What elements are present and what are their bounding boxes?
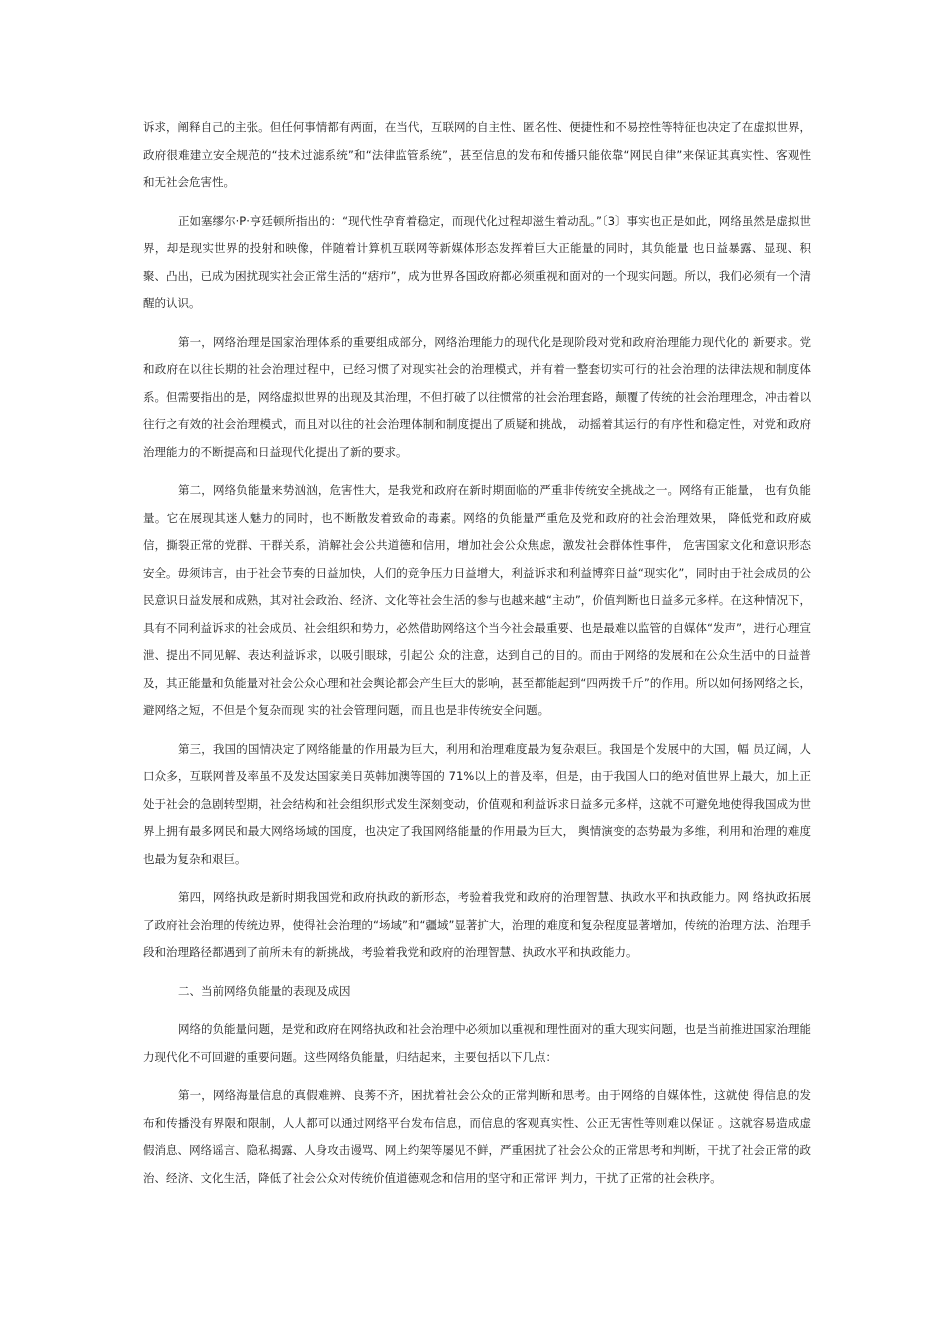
paragraph-section-point-one: 第一，网络海量信息的真假难辨、良莠不齐，困扰着社会公众的正常判断和思考。由于网络的自媒体性，这就使 得信息的发布和传播没有界限和限制，人人都可以通过网络平台发布信息，而信息的客观真实性、公正无害性等则难以保证 。这就容易造成虚假消息、网络谣言、隐私揭露、人身攻击谩骂、网上约架等屡见不鲜，严重困扰了社会公众的正常思考和判断，干扰了社会正常的政治、经济、文化生活，降低了社会公众对传统价值道德观念和信用的坚守和正常评 判力，干扰了正常的社会秩序。	[143, 1088, 811, 1185]
paragraph-point-four: 第四，网络执政是新时期我国党和政府执政的新形态，考验着我党和政府的治理智慧、执政水平和执政能力。网 络执政拓展了政府社会治理的传统边界，使得社会治理的“场域”和“疆域”显著扩大，治理的难度和复杂程度显著增加，传统的治理方法、治理手段和治理路径都遇到了前所未有的新挑战，考验着我党和政府的治理智慧、执政水平和执政能力。	[143, 890, 811, 959]
paragraph-huntington-quote: 正如塞缪尔·P·亨廷顿所指出的：“现代性孕育着稳定，而现代化过程却滋生着动乱。”〔3〕事实也正是如此，网络虽然是虚拟世界，却是现实世界的投射和映像，伴随着计算机互联网等新媒体形态发挥着巨大正能量的同时，其负能量 也日益暴露、显现、积聚、凸出，已成为困扰现实社会正常生活的“痞疖”，成为世界各国政府都必须重视和面对的一个现实问题。所以，我们必须有一个清醒的认识。	[143, 213, 811, 310]
paragraph-section-intro: 网络的负能量问题，是党和政府在网络执政和社会治理中必须加以重视和理性面对的重大现实问题，也是当前推进国家治理能力现代化不可回避的重要问题。这些网络负能量，归结起来，主要包括以下几点：	[143, 1022, 811, 1064]
paragraph-point-three: 第三，我国的国情决定了网络能量的作用最为巨大，利用和治理难度最为复杂艰巨。我国是个发展中的大国，幅 员辽阔，人口众多，互联网普及率虽不及发达国家美日英韩加澳等国的 71%以上的普及率，但是，由于我国人口的绝对值世界上最大，加上正处于社会的急剧转型期，社会结构和社会组织形式发生深刻变动，价值观和利益诉求日益多元多样，这就不可避免地使得我国成为世界上拥有最多网民和最大网络场域的国度，也决定了我国网络能量的作用最为巨大， 舆情演变的态势最为多维，利用和治理的难度也最为复杂和艰巨。	[143, 741, 811, 866]
paragraph-point-two: 第二，网络负能量来势汹汹，危害性大，是我党和政府在新时期面临的严重非传统安全挑战之一。网络有正能量， 也有负能量。它在展现其迷人魅力的同时，也不断散发着致命的毒素。网络的负能量严重危及党和政府的社会治理效果， 降低党和政府威信，撕裂正常的党群、干群关系，消解社会公共道德和信用，增加社会公众焦虑，激发社会群体性事件， 危害国家文化和意识形态安全。毋须讳言，由于社会节奏的日益加快，人们的竞争压力日益增大，利益诉求和利益博弈日益“现实化”，同时由于社会成员的公民意识日益发展和成熟，其对社会政治、经济、文化等社会生活的参与也越来越“主动”，价值判断也日益多元多样。在这种情况下，具有不同利益诉求的社会成员、社会组织和势力，必然借助网络这个当今社会最重要、也是最难以监管的自媒体“发声”，进行心理宣泄、提出不同见解、表达利益诉求，以吸引眼球，引起公 众的注意，达到自己的目的。而由于网络的发展和在公众生活中的日益普及，其正能量和负能量对社会公众心理和社会舆论都会产生巨大的影响，甚至都能起到“四两拨千斤”的作用。所以如何扬网络之长，避网络之短，不但是个复杂而现 实的社会管理问题，而且也是非传统安全问题。	[143, 483, 811, 717]
document-page	[143, 114, 811, 1203]
paragraph-point-one: 第一，网络治理是国家治理体系的重要组成部分，网络治理能力的现代化是现阶段对党和政府治理能力现代化的 新要求。党和政府在以往长期的社会治理过程中，已经习惯了对现实社会的治理模式，并有着一整套切实可行的社会治理的法律法规和制度体系。但需要指出的是，网络虚拟世界的出现及其治理，不但打破了以往惯常的社会治理套路，颠覆了传统的社会治理理念，冲击着以往行之有效的社会治理模式，而且对以往的社会治理体制和制度提出了质疑和挑战， 动摇着其运行的有序性和稳定性，对党和政府治理能力的不断提高和日益现代化提出了新的要求。	[143, 334, 811, 459]
section-heading: 二、当前网络负能量的表现及成因	[178, 983, 351, 998]
paragraph-continuation: 诉求，阐释自己的主张。但任何事情都有两面，在当代，互联网的自主性、匿名性、便捷性和不易控性等特征也决定了在虚拟世界，政府很难建立安全规范的“技术过滤系统”和“法律监管系统”，甚至信息的发布和传播只能依靠“网民自律”来保证其真实性、客观性和无社会危害性。	[143, 120, 811, 189]
